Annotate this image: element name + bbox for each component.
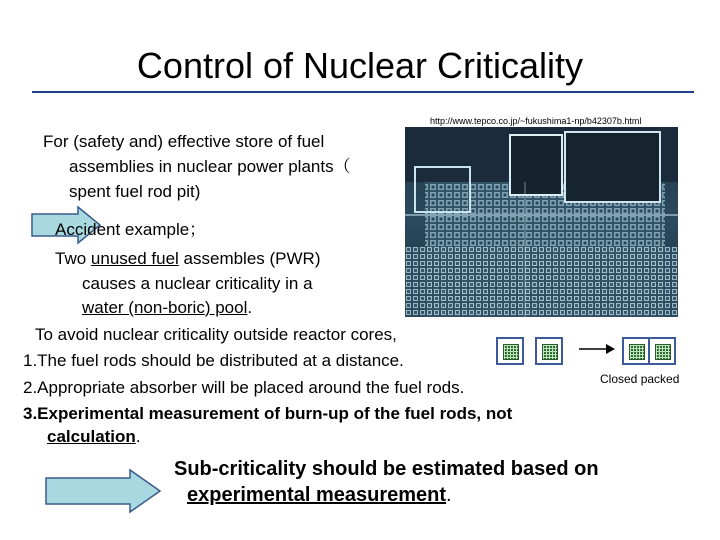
accident-line-1 [55,247,321,270]
fuel-rod-grid-icon [629,344,645,360]
slide-title: Control of Nuclear Criticality [136,45,584,86]
pool-type-c: ) pool [204,298,248,317]
title-underline [32,91,694,93]
closed-packed-label: Closed packed [600,372,680,386]
avoid-intro: To avoid nuclear criticality outside reactor cores, [35,325,397,344]
unused-fuel-text: unused fuel [90,249,179,268]
fuel-assembly-icon [496,337,524,365]
accident-line-3 [82,296,252,319]
conclusion-line-2-post: . [446,484,452,506]
accident-line-2: causes a nuclear criticality in a [82,274,313,293]
fuel-pool-photo-graphic [405,127,678,317]
intro-line-3: spent fuel rod pit) [69,182,201,201]
point-3-line-1: 3.Experimental measurement of burn-up of the fuel rods, not [23,404,513,423]
conclusion-line-1: Sub-criticality should be estimated based on [174,458,599,480]
point-3-line-2-post: . [135,427,141,446]
pool-type-a: water (non- [82,298,168,317]
fuel-rod-grid-icon [503,344,519,360]
intro-line-1: For (safety and) effective store of fuel [43,132,325,151]
fuel-assembly-icon [622,337,650,365]
fuel-assembly-icon [535,337,563,365]
fuel-pool-photo [405,127,678,317]
calculation-text: calculation [47,427,136,446]
intro-line-2: assemblies in nuclear power plants（ [69,157,351,176]
arrow-right-icon [578,342,616,356]
accident-line-1-post: assembles (PWR) [178,249,321,268]
accident-line-3-post: . [247,298,253,317]
experimental-measurement-text: experimental measurement [187,484,447,506]
conclusion [174,456,599,508]
point-2: 2.Appropriate absorber will be placed around the fuel rods. [23,378,465,397]
fuel-rod-grid-icon [542,344,558,360]
point-1: 1.The fuel rods should be distributed at a distance. [23,351,404,370]
accident-line-1-pre: Two [55,249,91,268]
fuel-rod-grid-icon [655,344,671,360]
accident-heading: Accident example； [55,220,207,239]
source-url: http://www.tepco.co.jp/~fukushima1-np/b42307b.html [430,116,642,126]
right-arrow-icon [44,468,162,514]
point-3-line-2 [47,425,141,448]
conclusion-line-2 [174,482,599,508]
fuel-assembly-icon [648,337,676,365]
pool-type-b: boric [167,298,205,317]
